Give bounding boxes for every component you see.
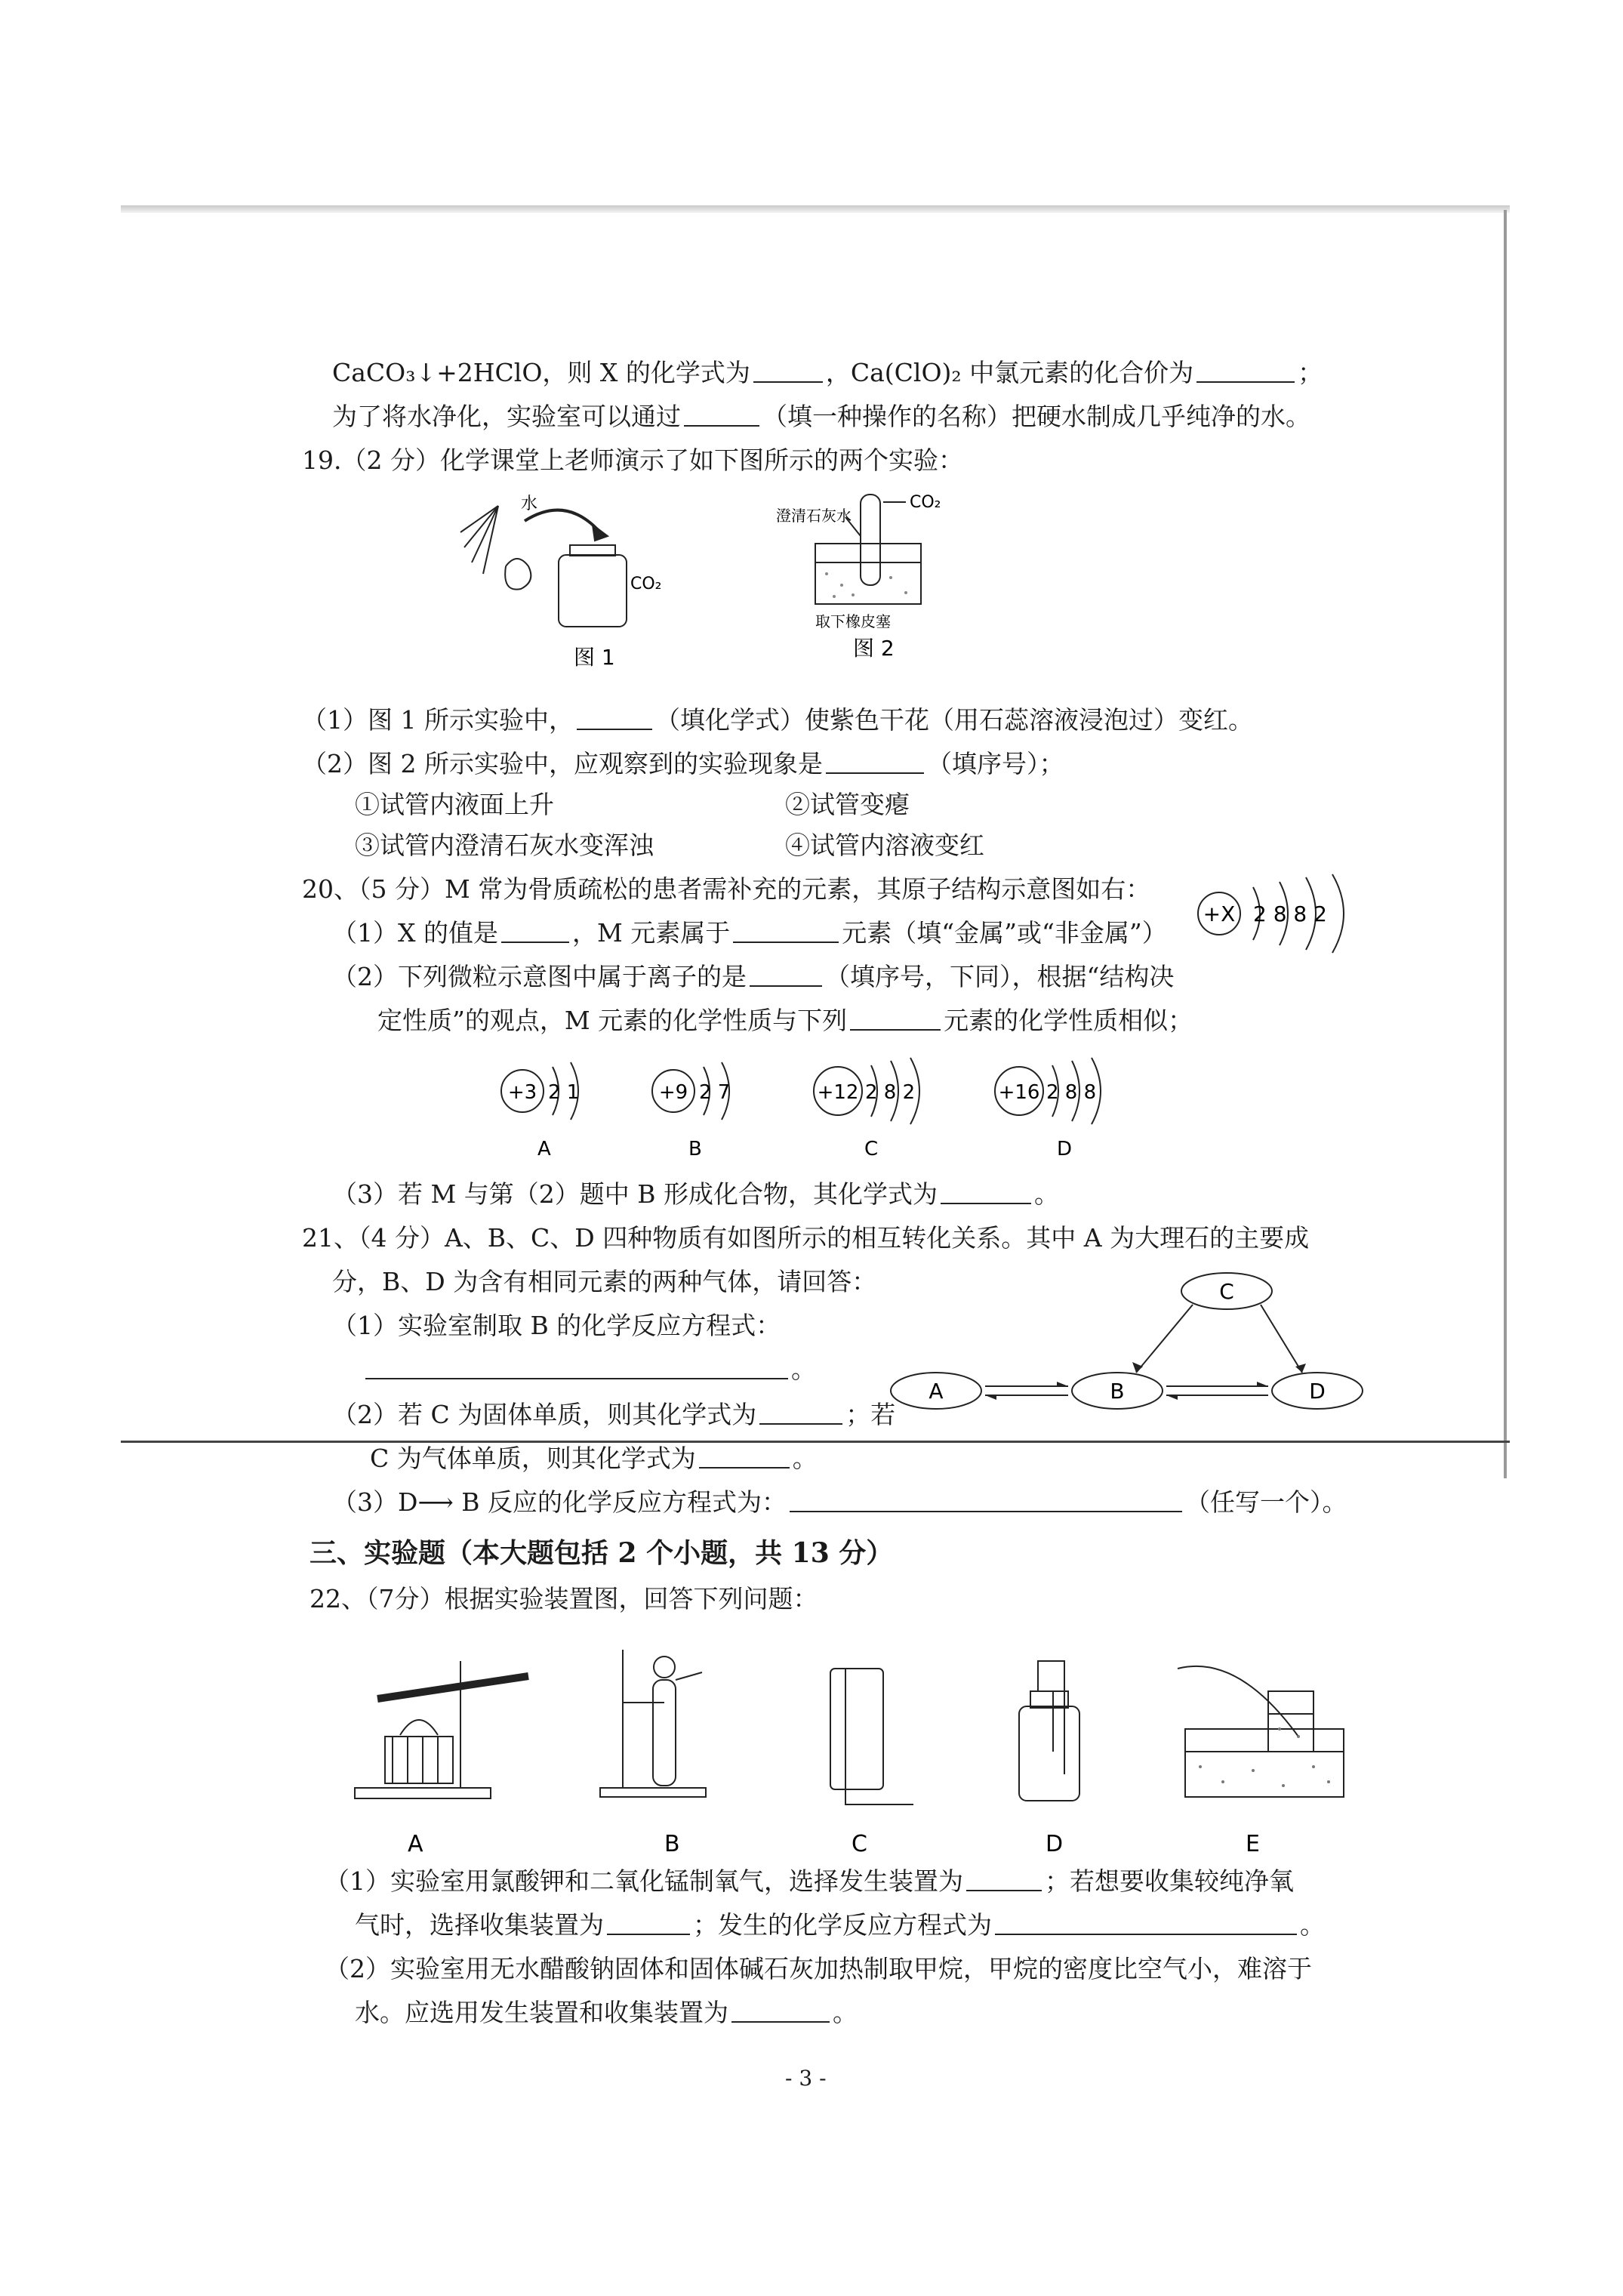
answer-blank[interactable] [790,1488,1182,1512]
q21-text: （3）D⟶ B 反应的化学反应方程式为： [332,1487,787,1517]
q20-text: （1）X 的值是 [332,918,498,948]
answer-blank[interactable] [995,1911,1297,1935]
particle-a-label: A [537,1138,551,1160]
q20-text: （2）下列微粒示意图中属于离子的是 [332,962,747,991]
q19-figure-2 [770,491,1019,672]
q19-option-3: ③试管内澄清石灰水变浑浊 [355,831,654,860]
answer-blank[interactable] [966,1867,1042,1891]
fig2-stopper-label: 取下橡皮塞 [815,612,891,630]
q21-part3 [332,1486,1347,1519]
node-a-label: A [929,1379,944,1404]
q19-text: （填序号）； [926,749,1064,778]
q22-text: 。 [1300,1910,1325,1940]
apparatus-a [355,1661,528,1798]
fig1-caption: 图 1 [574,645,615,670]
q21-text: （2）若 C 为固体单质，则其化学式为 [332,1400,757,1429]
scan-edge-right [1504,210,1507,1478]
q19-part2 [302,747,1064,781]
q19-figure-1 [445,491,702,672]
q18-text: ，Ca(ClO)₂ 中氯元素的化合价为 [825,358,1194,387]
q19-option-4: ④试管内溶液变红 [785,831,984,860]
answer-blank[interactable] [850,1006,941,1031]
q22-part1 [325,1865,1294,1898]
q22-text: 。 [833,1998,858,2027]
answer-blank[interactable] [733,919,839,943]
q21-stem-line2: 分，B、D 为含有相同元素的两种气体，请回答： [332,1267,877,1296]
q21-conversion-diagram [876,1261,1389,1427]
fig1-water-label: 水 [521,495,538,513]
particle-a-charge: +3 [507,1081,537,1104]
particle-c-label: C [864,1138,879,1160]
q22-text: ；若想要收集较纯净氧 [1045,1866,1294,1896]
answer-blank[interactable] [607,1911,690,1935]
q21-part2-cont [370,1442,818,1475]
answer-blank[interactable] [1196,359,1295,383]
q20-part2 [332,960,1174,994]
q20-part1 [332,917,1167,950]
q22-text: ；发生的化学反应方程式为 [693,1910,992,1940]
q20-text: （填序号，下同），根据“结构决 [825,962,1175,991]
q22-part2-cont [355,1996,858,2029]
q18-line1 [332,356,1323,390]
apparatus-b [600,1650,706,1797]
fig2-limewater-label: 澄清石灰水 [776,507,852,525]
answer-blank[interactable] [577,706,652,730]
particle-a-shells: 2 1 [548,1081,580,1104]
answer-blank[interactable] [753,359,823,383]
apparatus-e-label: E [1246,1831,1260,1857]
q19-text: （1）图 1 所示实验中， [302,705,574,735]
answer-blank[interactable] [684,402,759,427]
q21-part1-answer [362,1353,816,1386]
q19-stem: 19.（2 分）化学课堂上老师演示了如下图所示的两个实验： [302,445,963,475]
q22-apparatus [347,1646,1419,1857]
q21-text: （任写一个）。 [1185,1487,1347,1517]
answer-blank[interactable] [365,1355,788,1379]
q22-part2: （2）实验室用无水醋酸钠固体和固体碱石灰加热制取甲烷，甲烷的密度比空气小，难溶于 [325,1954,1312,1983]
particle-b-shells: 2 7 [699,1081,731,1104]
q21-text: C 为气体单质，则其化学式为 [370,1444,696,1473]
q19-option-2: ②试管变瘪 [785,790,910,819]
q22-stem: 22、（7分）根据实验装置图，回答下列问题： [310,1584,818,1613]
arrow-c-to-d [1261,1305,1302,1373]
q21-stem-line1: 21、（4 分）A、B、C、D 四种物质有如图所示的相互转化关系。其中 A 为大理石的主要成 [302,1223,1310,1253]
fig1-co2-label: CO₂ [630,575,662,593]
particle-d-charge: +16 [998,1081,1040,1104]
q18-line2 [332,400,1310,433]
answer-blank[interactable] [731,1999,830,2023]
q19-text: （填化学式）使紫色干花（用石蕊溶液浸泡过）变红。 [654,705,1253,735]
q19-option-1: ①试管内液面上升 [355,790,554,819]
apparatus-c [830,1669,913,1804]
q21-text: 。 [792,1444,818,1473]
m-shell-electrons: 2 8 8 2 [1253,901,1327,926]
section-3-title: 三、实验题（本大题包括 2 个小题，共 13 分） [310,1537,894,1569]
particle-b-label: B [688,1138,702,1160]
answer-blank[interactable] [750,963,822,987]
particle-c-charge: +12 [817,1081,859,1104]
q18-text: ； [1298,358,1323,387]
arrow-curve [525,510,600,532]
q20-text: 。 [1034,1179,1059,1209]
apparatus-c-label: C [852,1831,867,1857]
q20-text: 元素的化学性质相似； [944,1006,1193,1035]
apparatus-d [1019,1661,1079,1801]
apparatus-e [1178,1666,1344,1797]
m-nucleus-charge: +X [1203,901,1236,926]
particle-d-label: D [1057,1138,1073,1160]
q22-text: （1）实验室用氯酸钾和二氧化锰制氧气，选择发生装置为 [325,1866,963,1896]
node-d-label: D [1309,1379,1326,1404]
answer-blank[interactable] [699,1444,790,1469]
q19-part1 [302,704,1253,737]
q20-part2-cont [377,1004,1193,1037]
apparatus-a-label: A [408,1831,423,1857]
apparatus-d-label: D [1046,1831,1064,1857]
page-number: - 3 - [785,2066,827,2091]
node-c-label: C [1219,1279,1234,1304]
scan-edge-top [121,205,1510,213]
q21-text: 。 [791,1354,816,1384]
q20-part3 [332,1178,1059,1211]
answer-blank[interactable] [501,919,569,943]
q20-text: （3）若 M 与第（2）题中 B 形成化合物，其化学式为 [332,1179,938,1209]
q18-text: 为了将水净化，实验室可以通过 [332,402,681,431]
m-atom-diagram [1185,868,1397,959]
answer-blank[interactable] [759,1401,842,1425]
q18-text: （填一种操作的名称）把硬水制成几乎纯净的水。 [762,402,1310,431]
arrow-c-to-b [1136,1305,1193,1373]
q21-part2 [332,1398,895,1432]
apparatus-b-label: B [664,1831,680,1857]
gas-jar [559,555,627,627]
q20-text: 元素（填“金属”或“非金属”） [842,918,1167,948]
answer-blank[interactable] [826,750,924,774]
q20-stem: 20、（5 分）M 常为骨质疏松的患者需补充的元素，其原子结构示意图如右： [302,874,1151,904]
dried-flower-icon [505,559,531,590]
q21-text: ；若 [845,1400,896,1429]
node-b-label: B [1110,1379,1125,1404]
test-tube [861,495,880,585]
q19-text: （2）图 2 所示实验中，应观察到的实验现象是 [302,749,823,778]
q20-text: ，M 元素属于 [571,918,731,948]
particle-diagrams [483,1053,1163,1166]
q21-part1: （1）实验室制取 B 的化学反应方程式： [332,1311,781,1340]
q22-part1-cont [355,1909,1325,1942]
water-trough [815,544,921,604]
particle-d-shells: 2 8 8 [1046,1081,1097,1104]
q18-text: CaCO₃↓+2HClO，则 X 的化学式为 [332,358,750,387]
fig2-caption: 图 2 [853,636,895,661]
q22-text: 气时，选择收集装置为 [355,1910,604,1940]
q22-text: 水。应选用发生装置和收集装置为 [355,1998,728,2027]
answer-blank[interactable] [941,1180,1031,1204]
q20-text: 定性质”的观点，M 元素的化学性质与下列 [377,1006,848,1035]
particle-b-charge: +9 [658,1081,688,1104]
fig2-co2-label: CO₂ [910,493,941,512]
particle-c-shells: 2 8 2 [865,1081,916,1104]
